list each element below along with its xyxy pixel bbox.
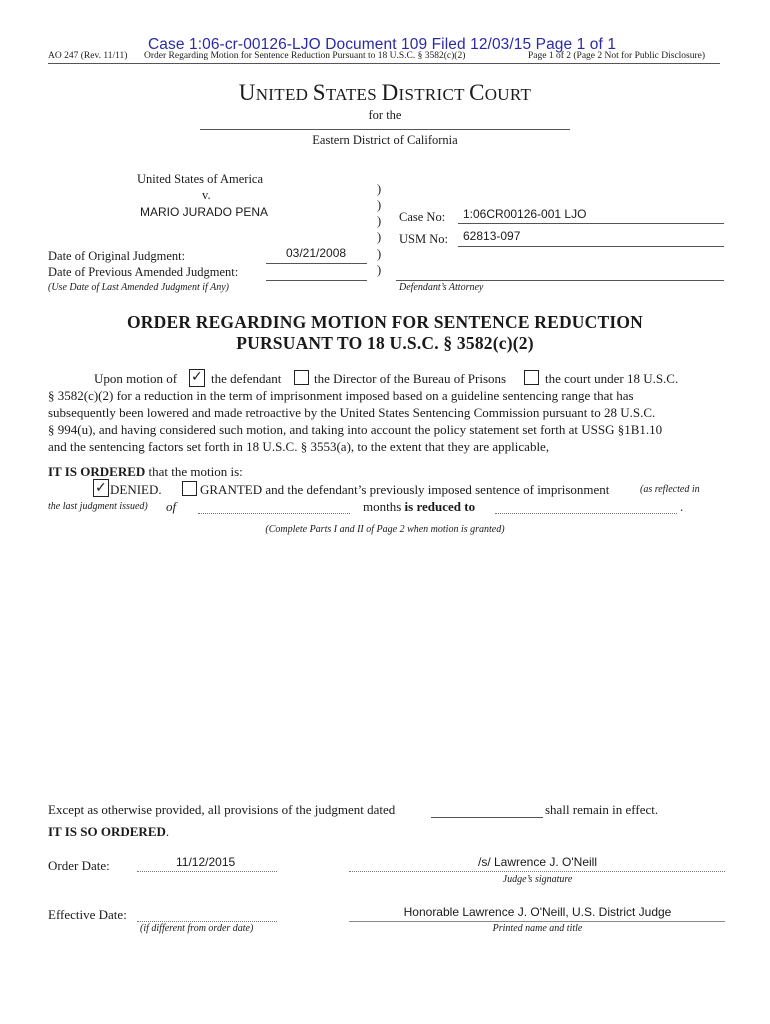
effective-date-label: Effective Date: <box>48 907 127 922</box>
motion-text-line3: subsequently been lowered and made retroactive by the United States Sentencing Commission pursuant to 28 U.S.C. <box>48 405 656 420</box>
order-date-value[interactable]: 11/12/2015 <box>176 855 236 869</box>
judgment-dated-field[interactable] <box>431 817 543 818</box>
motion-text-line4: § 994(u), and having considered such motion, and taking into account the policy statement set forth at USSG §1B1.10 <box>48 422 663 437</box>
granted-label: GRANTED and the defendant’s previously imposed sentence of imprisonment <box>200 482 610 497</box>
defendant-name: MARIO JURADO PENA <box>140 205 269 219</box>
form-title: Order Regarding Motion for Sentence Reduction Pursuant to 18 U.S.C. § 3582(c)(2) <box>144 51 466 61</box>
except-text: Except as otherwise provided, all provisions of the judgment dated <box>48 802 396 817</box>
paren-5: ) <box>377 247 382 261</box>
order-date-line <box>137 871 277 872</box>
complete-parts-note: (Complete Parts I and II of Page 2 when motion is granted) <box>265 524 505 535</box>
motion-text-line2: § 3582(c)(2) for a reduction in the term of imprisonment imposed based on a guideline sentencing range that has <box>48 388 634 403</box>
effective-date-note: (if different from order date) <box>140 923 254 934</box>
signature-line[interactable] <box>349 871 725 872</box>
option-bop-director: the Director of the Bureau of Prisons <box>314 371 507 386</box>
filing-stamp: Case 1:06-cr-00126-LJO Document 109 Filed 12/03/15 Page 1 of 1 <box>148 36 617 53</box>
it-is-so-ordered: IT IS SO ORDERED. <box>48 824 170 839</box>
page-indicator: Page 1 of 2 (Page 2 Not for Public Disclosure) <box>528 51 706 61</box>
denied-checkbox[interactable] <box>93 479 109 497</box>
plaintiff: United States of America <box>137 172 264 186</box>
district-name: Eastern District of California <box>312 133 458 147</box>
district-rule-top <box>200 129 570 130</box>
reduced-to-field[interactable] <box>495 513 677 514</box>
upon-motion-label: Upon motion of <box>94 371 178 386</box>
court-checkbox[interactable] <box>524 370 539 385</box>
printed-name-line[interactable] <box>349 921 725 922</box>
orig-judgment-label: Date of Original Judgment: <box>48 249 186 263</box>
check-icon: ✓ <box>95 480 107 496</box>
printed-name: Honorable Lawrence J. O'Neill, U.S. District Judge <box>403 905 672 919</box>
paren-6: ) <box>377 263 382 277</box>
case-no-label: Case No: <box>399 210 446 224</box>
as-reflected-note: (as reflected in <box>640 484 700 495</box>
granted-checkbox[interactable] <box>182 481 197 496</box>
bop-director-checkbox[interactable] <box>294 370 309 385</box>
option-court: the court under 18 U.S.C. <box>545 371 679 386</box>
for-the: for the <box>368 108 402 122</box>
months-reduced-label: months is reduced to <box>363 499 476 514</box>
period: . <box>680 499 684 514</box>
judge-signature: /s/ Lawrence J. O'Neill <box>478 855 597 869</box>
it-is-ordered: IT IS ORDERED that the motion is: <box>48 464 243 479</box>
last-judgment-note: the last judgment issued) <box>48 501 148 512</box>
form-number: AO 247 (Rev. 11/11) <box>48 51 128 61</box>
orig-judgment-date[interactable]: 03/21/2008 <box>286 246 347 260</box>
usm-no-label: USM No: <box>399 232 448 246</box>
months-from-field[interactable] <box>198 513 350 514</box>
case-no-line <box>458 223 724 224</box>
of-label: of <box>166 499 177 514</box>
versus: v. <box>202 188 211 202</box>
usm-no-value[interactable]: 62813-097 <box>463 229 521 243</box>
attorney-line[interactable] <box>396 280 724 281</box>
order-title-line1: ORDER REGARDING MOTION FOR SENTENCE REDUCTION <box>126 312 644 332</box>
motion-text-line5: and the sentencing factors set forth in 18 U.S.C. § 3553(a), to the extent that they are applicable, <box>48 439 550 454</box>
order-date-label: Order Date: <box>48 858 110 873</box>
denied-label: DENIED. <box>110 482 162 497</box>
signature-label: Judge’s signature <box>502 874 573 885</box>
court-name: UNITED STATES DISTRICT COURT <box>238 80 532 105</box>
defendant-checkbox[interactable] <box>189 369 205 387</box>
remain-in-effect: shall remain in effect. <box>545 802 659 817</box>
amended-judgment-label: Date of Previous Amended Judgment: <box>48 265 239 279</box>
header-rule <box>48 63 720 64</box>
amended-judgment-line[interactable] <box>266 280 367 281</box>
paren-1: ) <box>377 182 382 196</box>
usm-no-line <box>458 246 724 247</box>
order-title-line2: PURSUANT TO 18 U.S.C. § 3582(c)(2) <box>236 333 534 353</box>
orig-judgment-line <box>266 263 367 264</box>
paren-3: ) <box>377 214 382 228</box>
case-no-value[interactable]: 1:06CR00126-001 LJO <box>463 207 587 221</box>
paren-4: ) <box>377 230 382 244</box>
printed-name-label: Printed name and title <box>492 923 583 934</box>
amended-judgment-note: (Use Date of Last Amended Judgment if Any) <box>48 282 229 293</box>
attorney-label: Defendant’s Attorney <box>399 282 484 293</box>
option-defendant: the defendant <box>211 371 282 386</box>
effective-date-field[interactable] <box>137 921 277 922</box>
paren-2: ) <box>377 198 382 212</box>
check-icon: ✓ <box>191 369 203 385</box>
